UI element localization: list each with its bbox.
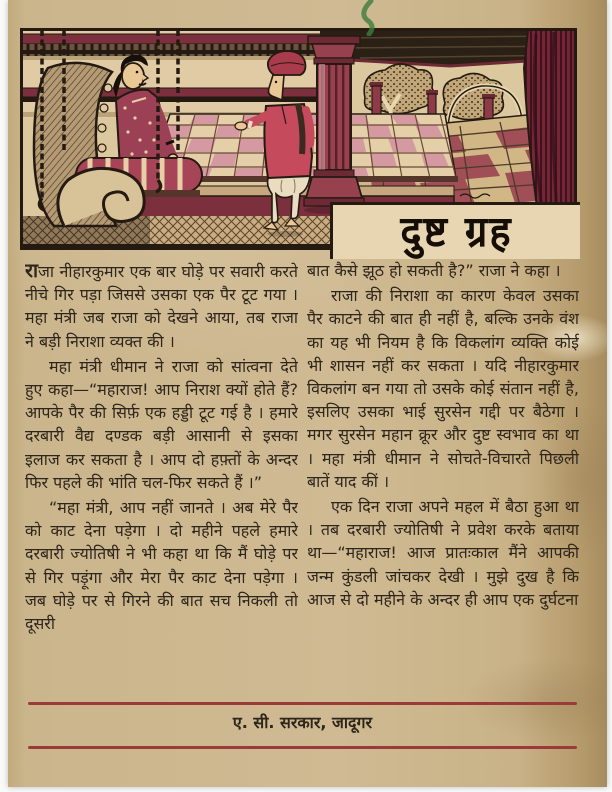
story-title-box bbox=[330, 202, 580, 259]
magazine-page bbox=[8, 0, 607, 787]
author-credit: ए. सी. सरकार, जादूगर bbox=[232, 713, 373, 732]
paragraph: एक दिन राजा अपने महल में बैठा हुआ था । तब दरबारी ज्योतिषी ने प्रवेश करके बताया था—“महाराज! आज प्रातःकाल मैंने आपकी जन्म कुंडली जांचकर देखी । मुझे दुख है कि आज से दो महीने के अन्दर ही आप एक दुर्घटना bbox=[307, 497, 579, 609]
story-title: दुष्ट ग्रह bbox=[400, 207, 513, 257]
paragraph: महा मंत्री धीमान ने राजा को सांत्वना देते हुए कहा—“महाराज! आप निराश क्यों होते हैं? आपके पैर की सिर्फ़ एक हड्डी टूट गई है । हमारे दरबारी वैद्य दण्डक बड़ी आसानी से इसका इलाज कर सकता है । आप दो हफ़्तों के अन्दर फिर पहले की भांति चल-फिर सकते हैं ।” bbox=[25, 356, 298, 492]
paragraph-text: जा नीहारकुमार एक बार घोड़े पर सवारी करते नीचे गिर पड़ा जिससे उसका एक पैर टूट गया । महा मंत्री जब राजा को देखने आया, तब राजा ने बड़ी निराशा व्यक्त की । bbox=[25, 262, 298, 351]
green-ink-mark bbox=[345, 0, 389, 36]
paragraph: बात कैसे झूठ हो सकती है?” राजा ने कहा । bbox=[307, 261, 561, 280]
paragraph: राजा की निराशा का कारण केवल उसका पैर काटने की बात ही नहीं है, बल्कि उनके वंश का यह भी नियम है कि विकलांग व्यक्ति कोई भी शासन नहीं कर सकता । यदि नीहारकुमार विकलांग बन गया तो उसके कोई संतान नहीं है, इसलिए उसका भाई सुरसेन गद्दी पर बैठेगा । मगर सुरसेन महान क्रूर और दुष्ट स्वभाव का था । महा मंत्री धीमान ने सोचते-विचारते पिछली बातें याद कीं । bbox=[307, 286, 579, 491]
drop-cap: रा bbox=[25, 259, 39, 282]
footer-rule-bottom bbox=[28, 746, 577, 749]
text-column-left bbox=[25, 257, 298, 701]
paragraph bbox=[25, 257, 298, 353]
text-column-right bbox=[307, 257, 579, 701]
paragraph: “महा मंत्री, आप नहीं जानते । अब मेरे पैर को काट देना पड़ेगा । दो महीने पहले हमारे दरबारी ज्योतिषी ने भी कहा था कि मैं घोड़े पर से गिर पड़ूंगा और मेरा पैर काट देना पड़ेगा । जब घोड़े पर से गिरने की बात सच निकली तो दूसरी bbox=[25, 498, 298, 634]
footer-rule-top bbox=[28, 702, 577, 705]
